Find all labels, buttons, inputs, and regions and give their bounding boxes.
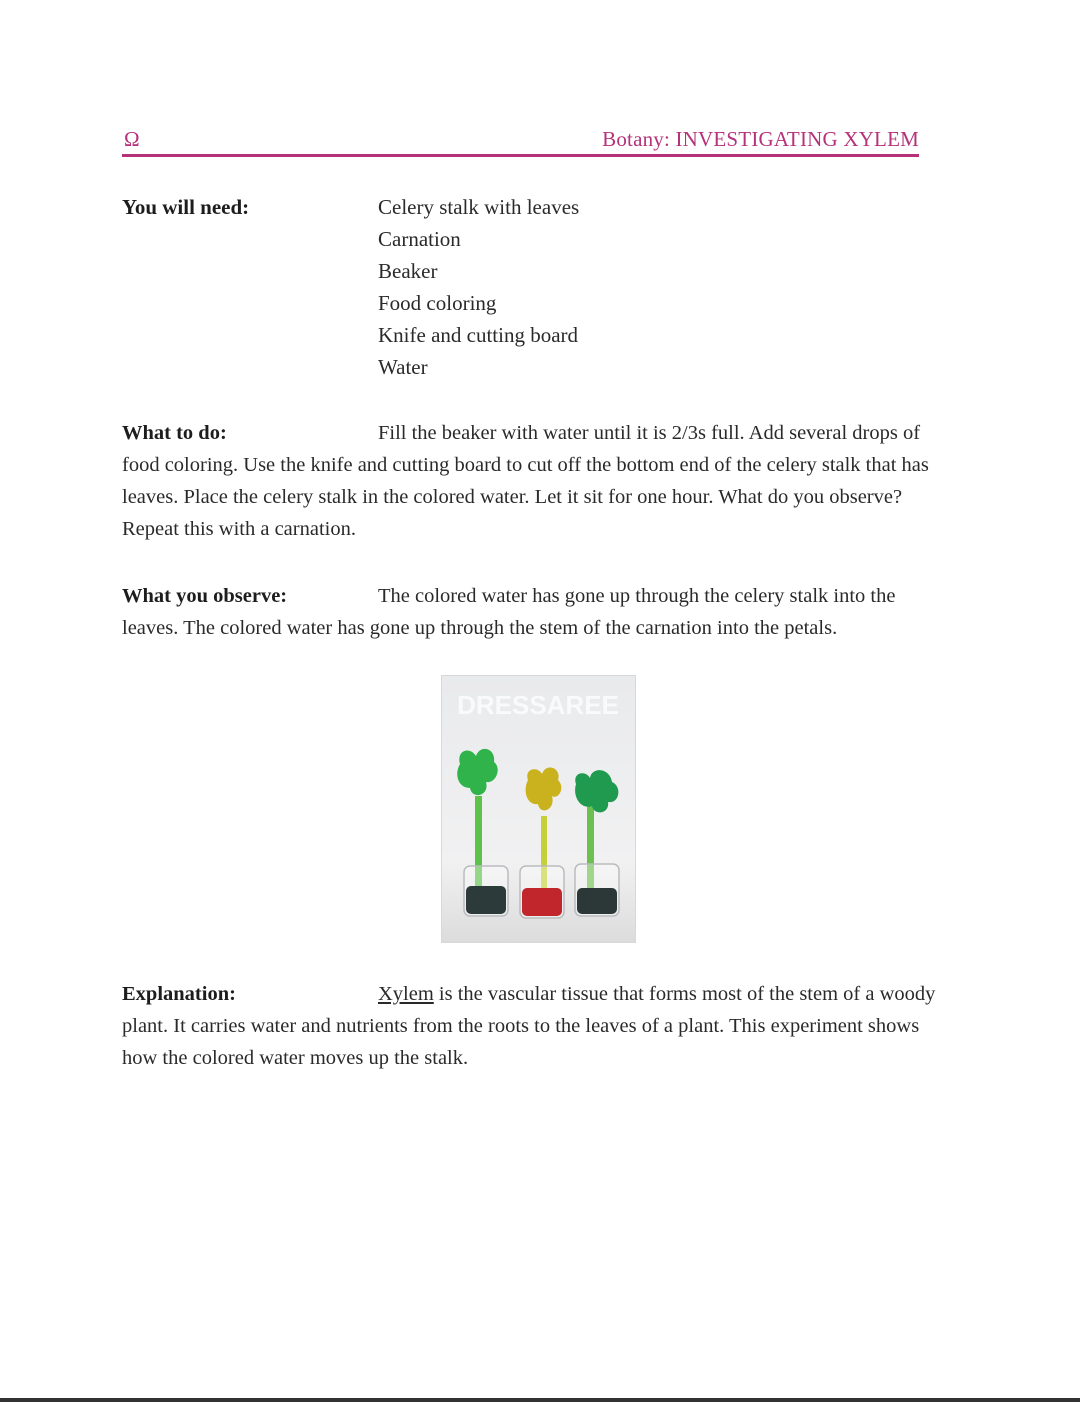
bottom-border [0,1398,1080,1402]
list-item: Food coloring [378,291,497,315]
list-item: Carnation [378,227,461,251]
todo-text: Fill the beaker with water until it is 2/3s full. Add several drops of food coloring. Use the knife and cutting board to cut off the bottom end of the celery stalk that has leaves. Place the celery stalk in the colored water. Let it sit for one hour. What do you observe? Repeat this with a carnation. [122,422,929,540]
list-item: Knife and cutting board [378,323,579,347]
list-item: Water [378,355,428,379]
experiment-photo [441,675,636,943]
middle-beaker [520,866,564,918]
explanation-section [122,978,952,1074]
list-item: Celery stalk with leaves [378,195,580,219]
observe-section [122,580,952,644]
photo-watermark: DRESSAREE [457,690,619,720]
right-beaker [575,864,619,916]
header-title: Botany: INVESTIGATING XYLEM [602,127,919,151]
celery-beakers-illustration [442,676,635,942]
observe-text: The colored water has gone up through the celery stalk into the leaves. The colored water has gone up through the stem of the carnation into the petals. [122,585,896,639]
needs-section [122,191,249,223]
materials-list [378,191,579,383]
xylem-term: Xylem [378,983,434,1005]
left-beaker [464,866,508,916]
explanation-label: Explanation: [122,983,236,1005]
page-header [122,128,919,157]
todo-label: What to do: [122,422,227,444]
explanation-text: is the vascular tissue that forms most of the stem of a woody plant. It carries water and nutrients from the roots to the leaves of a plant. This experiment shows how the colored water moves up the stalk. [122,983,936,1069]
needs-label: You will need: [122,195,250,219]
todo-section [122,417,952,545]
observe-label: What you observe: [122,585,288,607]
header-symbol: Ω [124,127,140,151]
list-item: Beaker [378,259,438,283]
